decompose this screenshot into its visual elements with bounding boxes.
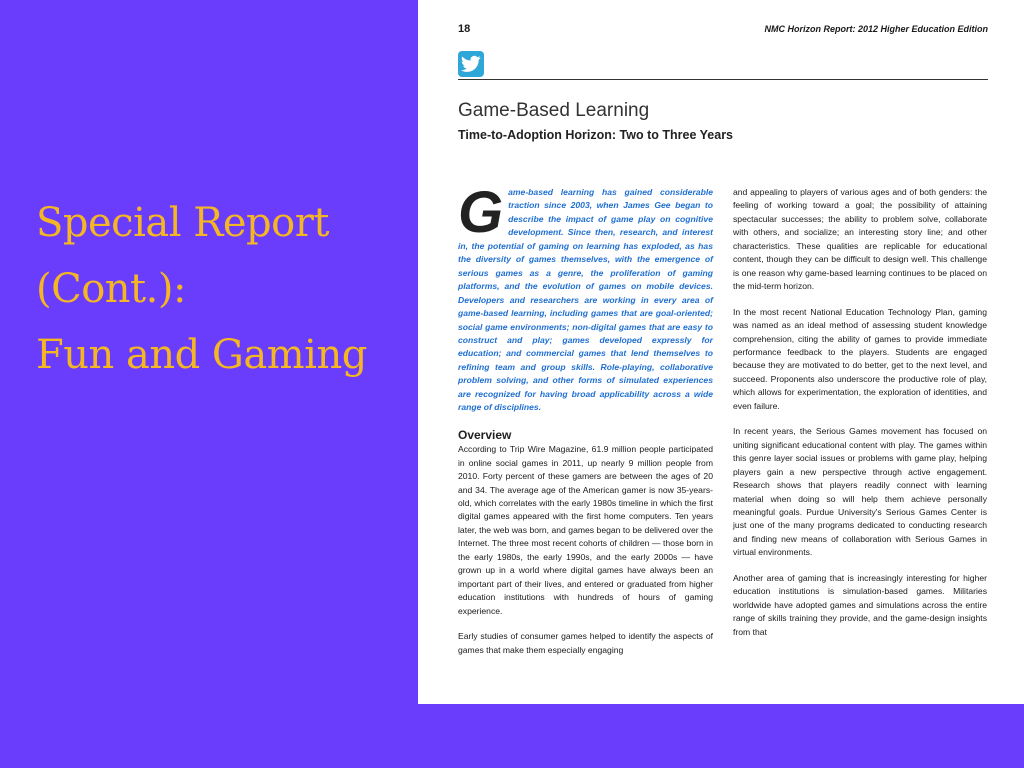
overview-heading: Overview [458,427,512,442]
right-column [733,186,987,651]
right-paragraph: In the most recent National Education Technology Plan, gaming was named as an ideal method of assessing student knowledge comprehension, citing the ability of games to provide immediate performance feedback to the players. Students are engaged because they are motivated to do better, get to the next level, and succeed. Proponents also underscore the productive role of play, which allows for experimentation, the exploration of identities, and even failure. [733,306,987,411]
article-subtitle: Time-to-Adoption Horizon: Two to Three Years [458,128,734,142]
header-rule [458,79,988,80]
article-title: Game-Based Learning [458,100,650,121]
right-paragraph: In recent years, the Serious Games movement has focused on uniting significant educational content with play. The games within this genre layer social issues or problems with game play, helping players gain a new perspective through active engagement. Research shows that players readily connect with learning material when doing so will help them achieve personally meaningful goals. Purdue University's Serious Games Center is just one of the many programs dedicated to conducting research and finding new means of collaboration with Serious Games in virtual environments. [733,426,987,558]
left-column [458,180,713,669]
right-paragraph: and appealing to players of various ages and of both genders: the feeling of working toward a goal; the possibility of attaining spectacular successes; the ability to problem solve, collaborate with others, and socialize; an interesting story line; and other characteristics. These qualities are replicable for educational content, though they can be difficult to design well. This challenge is one reason why game-based learning continues to be placed on the mid-term horizon. [733,187,987,292]
left-paragraph: Early studies of consumer games helped to identify the aspects of games that make them especially engaging [458,631,713,655]
slide-title-line-3: Fun and Gaming [36,332,367,378]
report-page-image [418,0,1024,704]
left-paragraph: According to Trip Wire Magazine, 61.9 million people participated in online social games in 2011, up nearly 9 million people from 2010. Forty percent of these gamers are between the ages of 20 and 34. The average age of the American gamer is now 35-years-old, which correlates with the early 1980s timeline in which the first digital games appeared with the first home computers. Ten years later, the web was born, and games began to be delivered over the Internet. The three most recent cohorts of children — those born in the early 1980s, the early 1990s, and the early 2000s — have grown up in a world where digital games have always been an important part of their lives, and entered or graduated from higher education institutions with hundreds of hours of gaming experience. [458,444,713,616]
page-number: 18 [458,23,471,35]
intro-text: ame-based learning has gained considerable traction since 2003, when James Gee began to describe the impact of game play on cognitive development. Since then, research, and interest in, the potential of gaming on learning has exploded, as has the diversity of games themselves, with the emergence of serious games as a genre, the proliferation of gaming platforms, and the evolution of games on mobile devices. Developers and researchers are working in every area of game-based learning, including games that are goal-oriented; social game environments; non-digital games that are easy to construct and play; games developed expressly for education; and commercial games that lend themselves to refining team and group skills. Role-playing, collaborative problem solving, and other forms of simulated experiences are recognized for having broad applicability across a wide range of disciplines. [458,187,713,413]
slide-title-line-1: Special Report [36,200,329,246]
twitter-icon [458,51,484,77]
slide-title-line-2: (Cont.): [36,266,186,312]
running-header: NMC Horizon Report: 2012 Higher Education Edition [764,24,988,34]
intro-paragraph [458,180,713,415]
dropcap: G [458,180,504,245]
slide-title [36,190,416,388]
right-paragraph: Another area of gaming that is increasingly interesting for higher education institutions is simulation-based games. Militaries worldwide have adopted games and simulations across the entire range of skills training they provide, and the game-design insights from that [733,572,987,637]
